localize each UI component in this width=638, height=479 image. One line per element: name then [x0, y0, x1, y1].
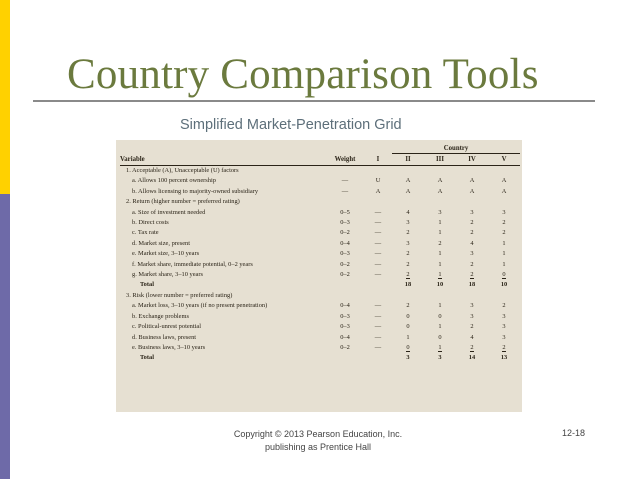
- weight-cell: 0–3: [340, 250, 350, 258]
- score-cell: —: [374, 250, 382, 258]
- score-cell: —: [374, 333, 382, 341]
- weight-cell: 0–5: [340, 208, 350, 216]
- score-cell: 1: [406, 333, 410, 341]
- score-cell: 4: [470, 333, 474, 341]
- score-value: 2: [406, 271, 410, 279]
- variable-row: [120, 176, 520, 186]
- score-cell: 2: [470, 260, 474, 268]
- variable-label: f. Market share, immediate potential, 0–2 years: [132, 260, 253, 268]
- score-value: 2: [470, 343, 474, 351]
- score-cell: 18: [468, 281, 476, 289]
- score-value: 2: [470, 271, 474, 279]
- score-cell: [424, 270, 456, 280]
- score-cell: [364, 280, 392, 290]
- section-row: [120, 197, 520, 207]
- market-penetration-grid: [116, 140, 522, 412]
- score-cell: —: [374, 302, 382, 310]
- weight-cell: 0–2: [340, 229, 350, 237]
- variable-label: d. Business laws, present: [132, 333, 197, 341]
- variable-row: [120, 301, 520, 311]
- col-header-country-v: V: [488, 154, 520, 166]
- weight-cell: —: [341, 177, 349, 185]
- score-value: 2: [502, 343, 506, 351]
- score-cell: [456, 343, 488, 353]
- score-cell: 3: [438, 208, 442, 216]
- score-cell: 3: [438, 354, 442, 362]
- score-cell: A: [469, 177, 475, 185]
- score-cell: 1: [438, 219, 442, 227]
- weight-cell: 0–4: [340, 239, 350, 247]
- accent-bar-yellow: [0, 0, 10, 194]
- score-cell: A: [469, 187, 475, 195]
- section-label: 3. Risk (lower number = preferred rating): [126, 291, 233, 299]
- col-header-variable: Variable: [120, 154, 326, 166]
- section-row: [120, 166, 520, 177]
- score-cell: 1: [438, 302, 442, 310]
- score-cell: [364, 353, 392, 363]
- score-value: 1: [438, 343, 442, 351]
- weight-cell: [326, 280, 364, 290]
- score-cell: 2: [406, 302, 410, 310]
- score-cell: 10: [500, 281, 508, 289]
- score-cell: 4: [470, 239, 474, 247]
- grid-subtitle: Simplified Market-Penetration Grid: [180, 117, 402, 133]
- weight-cell: 0–3: [340, 312, 350, 320]
- score-cell: 1: [502, 250, 506, 258]
- score-cell: 3: [502, 333, 506, 341]
- score-value: 1: [438, 271, 442, 279]
- total-row: [120, 353, 520, 363]
- score-cell: 3: [502, 312, 506, 320]
- variable-row: [120, 312, 520, 322]
- score-cell: —: [374, 271, 382, 279]
- score-cell: A: [437, 177, 443, 185]
- variable-label: b. Exchange problems: [132, 312, 189, 320]
- variable-label: a. Market loss, 3–10 years (if no present penetration): [132, 302, 268, 310]
- score-cell: 0: [438, 312, 442, 320]
- variable-row: [120, 270, 520, 280]
- score-cell: 14: [468, 354, 476, 362]
- score-cell: 2: [406, 229, 410, 237]
- weight-cell: 0–4: [340, 302, 350, 310]
- section-label: 2. Return (higher number = preferred rating): [126, 198, 240, 206]
- weight-cell: 0–2: [340, 271, 350, 279]
- col-header-country-iii: III: [424, 154, 456, 166]
- weight-cell: —: [341, 187, 349, 195]
- variable-label: d. Market size, present: [132, 239, 191, 247]
- score-cell: 4: [406, 208, 410, 216]
- country-header-row: [120, 144, 520, 154]
- variable-label: a. Allows 100 percent ownership: [132, 177, 216, 185]
- variable-row: [120, 187, 520, 197]
- title-divider: [33, 100, 595, 102]
- score-cell: 3: [470, 302, 474, 310]
- score-cell: 2: [406, 250, 410, 258]
- variable-row: [120, 249, 520, 259]
- score-cell: 3: [470, 312, 474, 320]
- score-cell: 0: [406, 312, 410, 320]
- section-row: [120, 291, 520, 301]
- score-cell: 1: [438, 323, 442, 331]
- score-cell: 3: [406, 219, 410, 227]
- score-cell: 2: [502, 219, 506, 227]
- score-cell: 0: [406, 323, 410, 331]
- page-number: 12-18: [562, 428, 586, 438]
- score-cell: 2: [470, 229, 474, 237]
- col-header-country-ii: II: [392, 154, 424, 166]
- score-cell: 1: [502, 239, 506, 247]
- score-cell: A: [405, 187, 411, 195]
- score-value: 0: [502, 271, 506, 279]
- total-label: Total: [140, 354, 154, 362]
- score-cell: —: [374, 229, 382, 237]
- publisher-line: publishing as Prentice Hall: [264, 442, 372, 452]
- score-cell: 1: [438, 250, 442, 258]
- score-cell: 13: [500, 354, 508, 362]
- score-cell: 3: [470, 250, 474, 258]
- weight-cell: 0–2: [340, 343, 350, 351]
- col-header-country-iv: IV: [456, 154, 488, 166]
- variable-row: [120, 239, 520, 249]
- score-cell: —: [374, 219, 382, 227]
- weight-cell: 0–3: [340, 219, 350, 227]
- section-label: 1. Acceptable (A), Unacceptable (U) factors: [126, 167, 239, 174]
- variable-label: b. Allows licensing to majority-owned subsidiary: [132, 187, 259, 195]
- score-cell: [456, 270, 488, 280]
- slide-title: Country Comparison Tools: [67, 51, 539, 98]
- score-cell: —: [374, 312, 382, 320]
- score-cell: 3: [502, 323, 506, 331]
- score-cell: —: [374, 239, 382, 247]
- score-cell: 0: [438, 333, 442, 341]
- weight-cell: 0–2: [340, 260, 350, 268]
- weight-cell: 0–4: [340, 333, 350, 341]
- score-cell: —: [374, 343, 382, 351]
- score-cell: 3: [470, 208, 474, 216]
- score-cell: 3: [406, 354, 410, 362]
- score-cell: 2: [438, 239, 442, 247]
- variable-row: [120, 322, 520, 332]
- score-cell: 1: [438, 229, 442, 237]
- score-cell: 3: [406, 239, 410, 247]
- variable-row: [120, 218, 520, 228]
- total-row: [120, 280, 520, 290]
- variable-row: [120, 260, 520, 270]
- score-cell: A: [501, 187, 507, 195]
- score-cell: A: [405, 177, 411, 185]
- variable-row: [120, 343, 520, 353]
- variable-label: e. Market size, 3–10 years: [132, 250, 200, 258]
- score-cell: [424, 343, 456, 353]
- score-cell: A: [375, 187, 381, 195]
- score-cell: [488, 270, 520, 280]
- score-cell: 1: [438, 260, 442, 268]
- score-cell: 2: [406, 260, 410, 268]
- variable-label: c. Political-unrest potential: [132, 323, 202, 331]
- variable-row: [120, 208, 520, 218]
- score-cell: 2: [470, 323, 474, 331]
- variable-label: g. Market share, 3–10 years: [132, 271, 203, 279]
- total-label: Total: [140, 281, 154, 289]
- score-cell: —: [374, 260, 382, 268]
- score-cell: 2: [470, 219, 474, 227]
- score-cell: 18: [404, 281, 412, 289]
- score-cell: 2: [502, 229, 506, 237]
- variable-row: [120, 333, 520, 343]
- score-cell: [488, 343, 520, 353]
- accent-bar-purple: [0, 194, 10, 479]
- copyright-line: Copyright © 2013 Pearson Education, Inc.: [233, 429, 403, 439]
- variable-label: b. Direct costs: [132, 219, 169, 227]
- weight-cell: [326, 353, 364, 363]
- score-cell: —: [374, 323, 382, 331]
- col-header-weight: Weight: [326, 154, 364, 166]
- score-cell: A: [501, 177, 507, 185]
- column-header-row: [120, 154, 520, 166]
- copyright-footer: [183, 428, 453, 454]
- variable-row: [120, 228, 520, 238]
- score-cell: 2: [502, 302, 506, 310]
- country-label: Country: [392, 144, 520, 154]
- score-cell: 10: [436, 281, 444, 289]
- weight-cell: 0–3: [340, 323, 350, 331]
- variable-label: a. Size of investment needed: [132, 208, 206, 216]
- score-cell: —: [374, 208, 382, 216]
- score-cell: U: [375, 177, 381, 185]
- score-cell: A: [437, 187, 443, 195]
- variable-label: e. Business laws, 3–10 years: [132, 343, 206, 351]
- col-header-country-i: I: [364, 154, 392, 166]
- score-cell: [392, 343, 424, 353]
- grid-table: [120, 144, 520, 364]
- score-cell: [392, 270, 424, 280]
- score-value: 0: [406, 343, 410, 351]
- score-cell: 1: [502, 260, 506, 268]
- score-cell: 3: [502, 208, 506, 216]
- variable-label: c. Tax rate: [132, 229, 159, 237]
